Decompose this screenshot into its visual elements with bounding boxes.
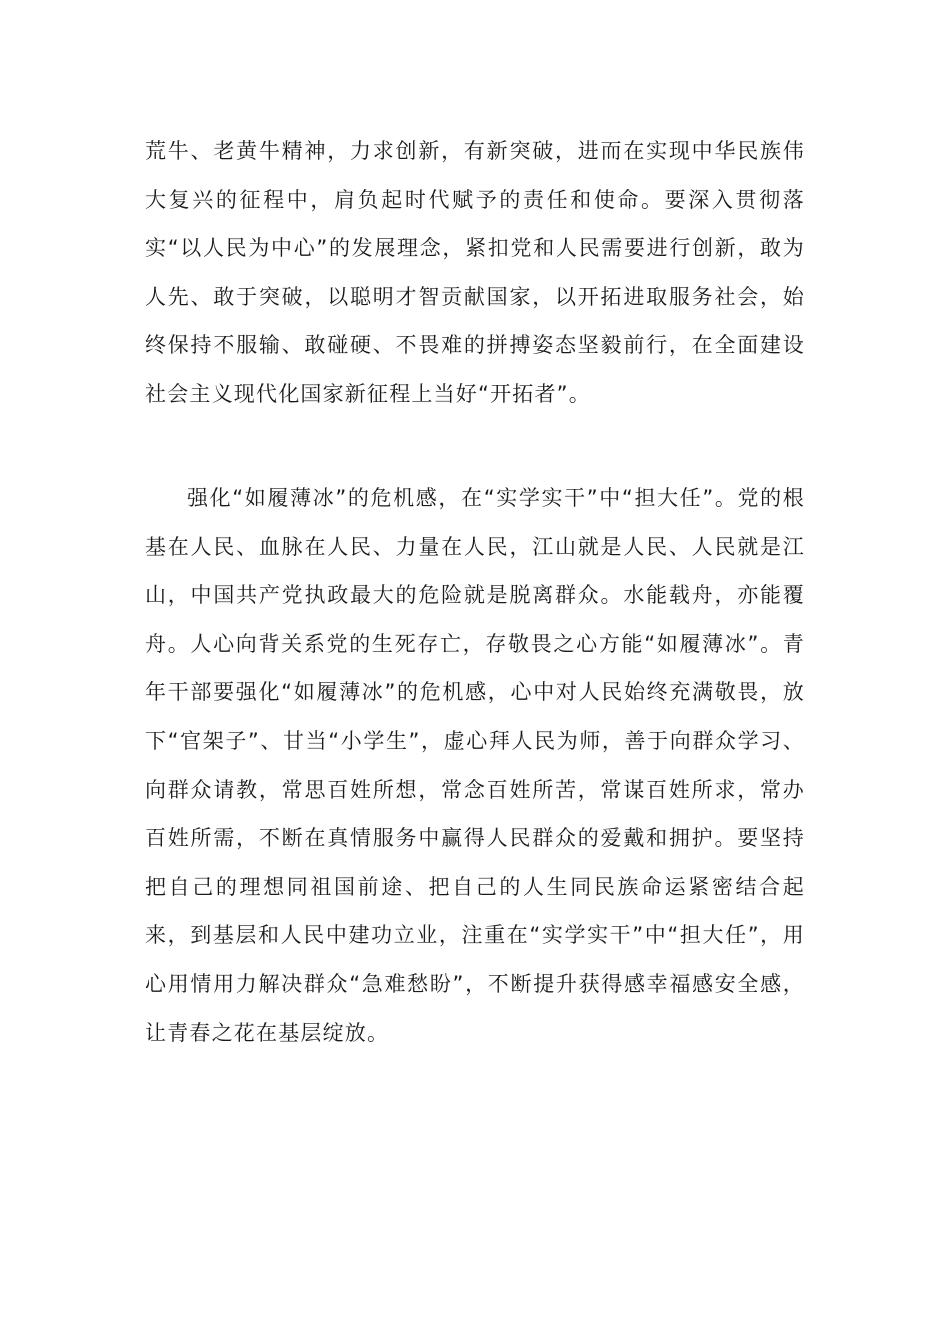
paragraph-continuation: 荒牛、老黄牛精神，力求创新，有新突破，进而在实现中华民族伟大复兴的征程中，肩负起时代赋予的责任和使命。要深入贯彻落实“以人民为中心”的发展理念，紧扣党和人民需要进行创新，敢为人先、敢于突破，以聪明才智贡献国家，以开拓进取服务社会，始终保持不服输、敢碰硬、不畏难的拼搏姿态坚毅前行，在全面建设社会主义现代化国家新征程上当好“开拓者”。 [145,139,805,406]
paragraph-crisis-awareness: 强化“如履薄冰”的危机感，在“实学实干”中“担大任”。党的根基在人民、血脉在人民、力量在人民，江山就是人民、人民就是江山，中国共产党执政最大的危险就是脱离群众。水能载舟，亦能覆舟。人心向背关系党的生死存亡，存敬畏之心方能“如履薄冰”。青年干部要强化“如履薄冰”的危机感，心中对人民始终充满敬畏，放下“官架子”、甘当“小学生”，虚心拜人民为师，善于向群众学习、向群众请教，常思百姓所想，常念百姓所苦，常谋百姓所求，常办百姓所需，不断在真情服务中赢得人民群众的爱戴和拥护。要坚持把自己的理想同祖国前途、把自己的人生同民族命运紧密结合起来，到基层和人民中建功立业，注重在“实学实干”中“担大任”，用心用情用力解决群众“急难愁盼”，不断提升获得感幸福感安全感，让青春之花在基层绽放。 [145,486,805,1045]
